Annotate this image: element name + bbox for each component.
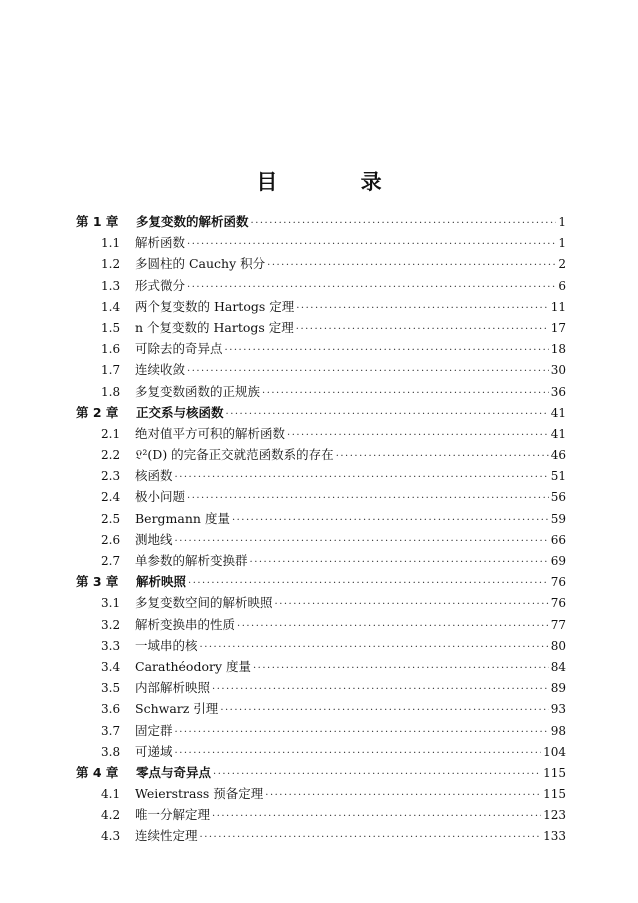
dot-leader xyxy=(265,785,541,806)
dot-leader xyxy=(213,764,541,785)
toc-section-entry[interactable] xyxy=(76,359,566,380)
toc-entry-title: 单参数的解析变换群 xyxy=(135,553,248,568)
toc-entry-number: 3.6 xyxy=(101,702,121,717)
dot-leader xyxy=(187,277,556,298)
toc-entry-number: 3.4 xyxy=(101,659,121,674)
toc-entry-number: 2.3 xyxy=(101,469,121,484)
dot-leader xyxy=(225,340,549,361)
toc-section-entry[interactable] xyxy=(76,465,566,486)
toc-section-entry[interactable] xyxy=(76,698,566,719)
toc-section-entry[interactable] xyxy=(76,275,566,296)
toc-entry-number: 4.2 xyxy=(101,808,121,823)
toc-entry-title: 核函数 xyxy=(135,468,173,484)
toc-entry-title: 极小问题 xyxy=(135,489,186,505)
toc-entry-title: 解析变换串的性质 xyxy=(135,616,236,632)
dot-leader xyxy=(275,594,549,615)
toc-entry-page: 30 xyxy=(550,363,566,378)
toc-entry-number: 1.6 xyxy=(101,342,121,357)
dot-leader xyxy=(296,298,548,319)
toc-entry-number: 1.1 xyxy=(101,236,121,251)
toc-entry-title: Weierstrass 预备定理 xyxy=(135,786,264,802)
toc-entry-title: 唯一分解定理 xyxy=(135,807,211,823)
toc-entry-page: 59 xyxy=(550,511,566,526)
toc-entry-page: 133 xyxy=(543,829,566,844)
toc-entry-title: 两个复变数的 Hartogs 定理 xyxy=(135,298,295,314)
toc-chapter-entry[interactable] xyxy=(76,211,566,232)
toc-entry-number: 第 3 章 xyxy=(76,574,119,590)
toc-entry-page: 76 xyxy=(550,575,566,590)
toc-section-entry[interactable] xyxy=(76,656,566,677)
table-of-contents xyxy=(76,211,566,847)
toc-entry-title: Bergmann 度量 xyxy=(135,510,230,526)
toc-entry-number: 3.3 xyxy=(101,638,121,653)
toc-section-entry[interactable] xyxy=(76,825,566,846)
toc-entry-page: 41 xyxy=(550,405,566,420)
dot-leader xyxy=(187,488,549,509)
toc-entry-page: 51 xyxy=(550,469,566,484)
toc-section-entry[interactable] xyxy=(76,232,566,253)
toc-entry-number: 2.7 xyxy=(101,554,121,568)
toc-entry-title: 可递域 xyxy=(135,743,173,759)
toc-section-entry[interactable] xyxy=(76,529,566,550)
toc-entry-page: 11 xyxy=(550,299,566,314)
toc-entry-number: 2.4 xyxy=(101,490,121,505)
toc-entry-number: 2.6 xyxy=(101,532,121,547)
toc-entry-number: 3.8 xyxy=(101,744,121,759)
dot-leader xyxy=(212,806,541,827)
toc-section-entry[interactable] xyxy=(76,592,566,613)
toc-section-entry[interactable] xyxy=(76,804,566,825)
toc-section-entry[interactable] xyxy=(76,317,566,338)
toc-entry-page: 46 xyxy=(550,448,566,463)
toc-entry-title: 连续性定理 xyxy=(135,828,198,844)
toc-section-entry[interactable] xyxy=(76,381,566,402)
toc-entry-page: 41 xyxy=(550,426,566,441)
dot-leader xyxy=(250,552,549,573)
toc-chapter-entry[interactable] xyxy=(76,402,566,423)
dot-leader xyxy=(226,404,549,425)
toc-entry-page: 104 xyxy=(543,744,566,759)
toc-entry-page: 80 xyxy=(550,638,566,653)
dot-leader xyxy=(175,467,549,488)
toc-entry-number: 第 2 章 xyxy=(76,404,119,420)
dot-leader xyxy=(296,319,549,340)
toc-entry-page: 69 xyxy=(550,554,566,568)
toc-section-entry[interactable] xyxy=(76,253,566,274)
toc-section-entry[interactable] xyxy=(76,423,566,444)
toc-entry-page: 76 xyxy=(550,596,566,611)
toc-section-entry[interactable] xyxy=(76,741,566,762)
dot-leader xyxy=(287,425,549,446)
dot-leader xyxy=(212,679,549,700)
toc-entry-number: 1.7 xyxy=(101,363,121,378)
dot-leader xyxy=(175,743,542,764)
toc-entry-page: 6 xyxy=(558,278,566,293)
toc-entry-title: 多复变数的解析函数 xyxy=(136,214,249,229)
toc-chapter-entry[interactable] xyxy=(76,762,566,783)
toc-section-entry[interactable] xyxy=(76,338,566,359)
dot-leader xyxy=(262,383,549,404)
dot-leader xyxy=(220,700,548,721)
toc-entry-number: 2.1 xyxy=(101,426,121,441)
toc-entry-title: Schwarz 引理 xyxy=(135,701,219,717)
toc-entry-number: 第 4 章 xyxy=(76,764,119,780)
toc-entry-number: 3.5 xyxy=(101,681,121,696)
toc-entry-page: 18 xyxy=(550,342,566,357)
toc-entry-title: 多圆柱的 Cauchy 积分 xyxy=(135,256,266,272)
toc-entry-number: 1.8 xyxy=(101,384,121,399)
toc-entry-title: 一域串的核 xyxy=(135,637,198,653)
toc-entry-page: 36 xyxy=(550,384,566,399)
toc-entry-page: 77 xyxy=(550,617,566,632)
dot-leader xyxy=(237,616,549,637)
toc-entry-number: 3.2 xyxy=(101,617,121,632)
toc-entry-title: 绝对值平方可积的解析函数 xyxy=(135,425,286,441)
dot-leader xyxy=(232,510,549,531)
toc-entry-page: 17 xyxy=(550,320,566,335)
dot-leader xyxy=(187,361,549,382)
toc-entry-title: 测地线 xyxy=(135,531,173,547)
toc-entry-title: 固定群 xyxy=(135,722,173,738)
toc-section-entry[interactable] xyxy=(76,444,566,465)
toc-entry-title: 内部解析映照 xyxy=(135,680,211,696)
dot-leader xyxy=(267,255,556,276)
toc-entry-title: n 个复变数的 Hartogs 定理 xyxy=(135,319,294,335)
toc-entry-number: 1.2 xyxy=(101,257,121,272)
toc-section-entry[interactable] xyxy=(76,635,566,656)
dot-leader xyxy=(253,658,549,679)
dot-leader xyxy=(200,637,549,658)
toc-section-entry[interactable] xyxy=(76,720,566,741)
toc-entry-page: 1 xyxy=(558,236,566,251)
toc-entry-title: Carathéodory 度量 xyxy=(135,658,251,674)
toc-entry-number: 1.5 xyxy=(101,320,121,335)
toc-entry-number: 3.1 xyxy=(101,596,121,611)
toc-entry-number: 1.4 xyxy=(101,299,121,314)
toc-section-entry[interactable] xyxy=(76,783,566,804)
toc-entry-number: 第 1 章 xyxy=(76,214,119,229)
toc-entry-page: 89 xyxy=(550,681,566,696)
dot-leader xyxy=(175,531,549,552)
toc-entry-title: 多复变数空间的解析映照 xyxy=(135,595,273,611)
toc-section-entry[interactable] xyxy=(76,296,566,317)
toc-entry-page: 115 xyxy=(543,765,566,780)
toc-entry-page: 98 xyxy=(550,723,566,738)
toc-entry-number: 2.2 xyxy=(101,448,121,463)
toc-entry-number: 2.5 xyxy=(101,511,121,526)
toc-section-entry[interactable] xyxy=(76,486,566,507)
toc-entry-title: 零点与奇异点 xyxy=(136,764,212,780)
toc-entry-title: 解析函数 xyxy=(135,235,186,251)
toc-entry-title: 𝔏²(D) 的完备正交就范函数系的存在 xyxy=(135,447,334,463)
dot-leader xyxy=(336,446,549,467)
toc-section-entry[interactable] xyxy=(76,508,566,529)
page-title: 目 录 xyxy=(256,170,420,194)
toc-entry-number: 4.3 xyxy=(101,829,121,844)
toc-entry-page: 84 xyxy=(550,659,566,674)
dot-leader xyxy=(251,213,557,234)
dot-leader xyxy=(200,827,542,848)
toc-entry-page: 66 xyxy=(550,532,566,547)
toc-section-entry[interactable] xyxy=(76,614,566,635)
toc-entry-page: 2 xyxy=(558,257,566,272)
toc-entry-page: 115 xyxy=(543,787,566,802)
toc-entry-page: 56 xyxy=(550,490,566,505)
toc-entry-number: 4.1 xyxy=(101,787,121,802)
toc-chapter-entry[interactable] xyxy=(76,571,566,592)
toc-entry-number: 3.7 xyxy=(101,723,121,738)
dot-leader xyxy=(187,234,556,255)
toc-entry-number: 1.3 xyxy=(101,278,121,293)
toc-entry-title: 多复变数函数的正规族 xyxy=(135,383,261,399)
toc-entry-title: 连续收敛 xyxy=(135,362,186,378)
dot-leader xyxy=(188,573,549,594)
toc-section-entry[interactable] xyxy=(76,677,566,698)
toc-entry-page: 1 xyxy=(558,215,566,229)
toc-entry-title: 可除去的奇异点 xyxy=(135,341,223,357)
toc-section-entry[interactable] xyxy=(76,550,566,571)
toc-entry-title: 正交系与核函数 xyxy=(136,404,224,420)
dot-leader xyxy=(175,722,549,743)
toc-entry-page: 123 xyxy=(543,808,566,823)
toc-entry-title: 解析映照 xyxy=(136,574,187,590)
toc-entry-title: 形式微分 xyxy=(135,277,186,293)
toc-entry-page: 93 xyxy=(550,702,566,717)
